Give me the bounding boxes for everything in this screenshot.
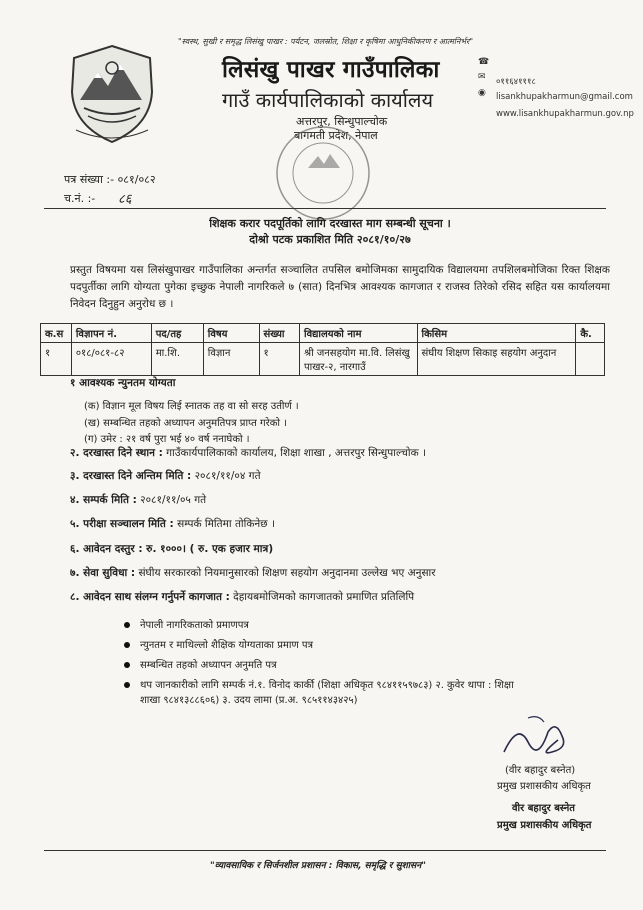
section-3-value: २०८१/११/०४ गते <box>194 470 261 482</box>
col-remarks: कै. <box>576 324 605 343</box>
section-5-value: सम्पर्क मितिमा तोकिनेछ । <box>177 518 275 530</box>
office-stamp <box>268 118 378 228</box>
header-divider <box>44 208 606 209</box>
list-item: सम्बन्धित तहको अध्यापन अनुमति पत्र <box>124 657 277 671</box>
list-item: नेपाली नागरिकताको प्रमाणपत्र <box>124 617 249 631</box>
section-4-label: ४. सम्पर्क मिति : <box>70 494 137 506</box>
section-1-heading: १ आवश्यक न्युनतम योग्यता <box>70 377 176 389</box>
col-school: विद्यालयको नाम <box>299 324 417 343</box>
col-type: किसिम <box>417 324 576 343</box>
cell-count: १ <box>259 343 299 376</box>
section-5-label: ५. परीक्षा सञ्चालन मिति : <box>70 518 174 530</box>
notice-title: शिक्षक करार पदपूर्तिको लागि दरखास्त माग सम्बन्धी सूचना । <box>209 217 451 230</box>
notice-publish-date: दोश्रो पटक प्रकाशित मिति २०८१/१०/२७ <box>249 233 411 246</box>
cell-remarks <box>576 343 605 376</box>
web-icon: ◉ <box>478 88 486 98</box>
bullet-dot <box>124 682 130 688</box>
signatory-name: (वीर बहादुर बस्नेत) <box>505 765 576 776</box>
office-title: लिसंखु पाखर गाउँपालिका <box>222 57 440 83</box>
section-7 <box>70 566 436 580</box>
footer-divider <box>44 850 606 851</box>
signatory-role: प्रमुख प्रशासकीय अधिकृत <box>497 781 591 792</box>
letter-number: पत्र संख्या :- ०८१/०८२ <box>64 173 156 186</box>
name-stamp: वीर बहादुर बस्नेत <box>512 803 575 814</box>
cell-post: मा.शि. <box>151 343 203 376</box>
phone-number: ०११६४१११८ <box>496 77 536 87</box>
section-5 <box>70 517 275 531</box>
requirement-item: (ख) सम्बन्धित तहको अध्यापन अनुमतिपत्र प्राप्त गरेको । <box>84 418 287 429</box>
cell-school: श्री जनसहयोग मा.वि. लिसंखु पाखर-२, नारगाउँ <box>299 343 417 376</box>
cell-subject: विज्ञान <box>203 343 259 376</box>
email-link[interactable]: lisankhupakharmun@gmail.com <box>496 92 633 102</box>
bullet-dot <box>124 662 130 668</box>
section-6: ६. आवेदन दस्तुर : रु. १०००। ( रु. एक हजार मात्र) <box>70 543 274 555</box>
requirement-item: (क) विज्ञान मूल विषय लिई स्नातक तह वा सो सरह उतीर्ण । <box>84 401 299 412</box>
footer-slogan: "व्यावसायिक र सिर्जनशील प्रशासन : विकास, समृद्धि र सुशासन" <box>210 861 426 871</box>
address-line-1: अत्तरपुर, सिन्धुपाल्चोक <box>296 115 388 128</box>
section-2-value: गाउँकार्यपालिकाको कार्यालय, शिक्षा शाखा , अत्तरपुर सिन्धुपाल्चोक । <box>166 447 426 459</box>
section-3-label: ३. दरखास्त दिने अन्तिम मिति : <box>70 470 192 482</box>
phone-icon: ☎ <box>478 57 490 67</box>
top-slogan: "स्वस्थ, सुखी र समृद्ध लिसंखु पाखर : पर्यटन, जलस्रोत, शिक्षा र कृषिमा आधुनिकीकरण र आत्मनिर्भर" <box>178 37 474 46</box>
cell-type: संघीय शिक्षण सिकाइ सहयोग अनुदान <box>417 343 576 376</box>
section-8-label: ८. आवेदन साथ संलग्न गर्नुपर्ने कागजात : <box>70 591 230 603</box>
col-post: पद/तह <box>151 324 203 343</box>
website-link[interactable]: www.lisankhupakharmun.gov.np <box>496 109 634 119</box>
list-item-continuation: शाखा ९८४१३८८६०६) ३. उदय लामा (प्र.अ. ९८५११४३४२५) <box>140 695 358 706</box>
dispatch-number-value: ८६ <box>118 192 132 207</box>
section-4 <box>70 493 206 507</box>
table-header-row <box>41 324 605 343</box>
role-stamp: प्रमुख प्रशासकीय अधिकृत <box>497 820 592 831</box>
list-item: न्युनतम र माथिल्लो शैक्षिक योग्यताका प्रमाण पत्र <box>124 637 313 651</box>
section-2-label: २. दरखास्त दिने स्थान : <box>70 447 163 459</box>
section-7-value: संघीय सरकारको नियमानुसारको शिक्षण सहयोग अनुदानमा उल्लेख भए अनुसार <box>138 567 436 579</box>
vacancy-table <box>40 323 605 376</box>
cell-sn: १ <box>41 343 72 376</box>
office-subtitle: गाउँ कार्यपालिकाको कार्यालय <box>222 88 434 112</box>
section-8 <box>70 590 414 604</box>
table-row <box>41 343 605 376</box>
col-subject: विषय <box>203 324 259 343</box>
requirement-item: (ग) उमेर : २१ वर्ष पुरा भई ४० वर्ष ननाघेको । <box>84 434 250 445</box>
notice-paragraph: प्रस्तुत विषयमा यस लिसंखुपाखर गाउँपालिका अन्तर्गत सञ्चालित तपसिल बमोजिमका सामुदायिक विद्यालयमा तपशिलबमोजिका रिक्त शिक्षक पदपुर्तीका लागि योग्यता पुगेका इच्छुक नेपाली नागरिकले ७ (सात) दिनभित्र आवश्यक कागजात र राजस्व तिरेको रसिद सहित यस कार्यालयमा निवेदन दिनुहुन अनुरोध छ । <box>70 264 610 310</box>
col-ad-no: विज्ञापन नं. <box>71 324 151 343</box>
bullet-dot <box>124 622 130 628</box>
bullet-dot <box>124 642 130 648</box>
section-4-value: २०८१/११/०५ गते <box>140 494 207 506</box>
section-7-label: ७. सेवा सुविधा : <box>70 567 136 579</box>
col-sn: क.स <box>41 324 72 343</box>
section-3 <box>70 469 261 483</box>
cell-ad-no: ०१८/०८१-८२ <box>71 343 151 376</box>
municipality-logo <box>64 42 160 146</box>
section-2 <box>70 446 426 460</box>
address-line-2: बागमती प्रदेश, नेपाल <box>294 129 378 142</box>
dispatch-number-label: च.नं. :- <box>64 192 96 205</box>
col-count: संख्या <box>259 324 299 343</box>
email-icon: ✉ <box>478 72 486 82</box>
list-item: थप जानकारीको लागि सम्पर्क नं.१. विनोद कार्की (शिक्षा अधिकृत ९८४११५९७८३) २. कुवेर थापा : शिक्षा <box>124 677 514 691</box>
handwritten-signature <box>498 712 578 762</box>
section-8-value: देहायबमोजिमको कागजातको प्रमाणित प्रतिलिपि <box>233 591 415 603</box>
